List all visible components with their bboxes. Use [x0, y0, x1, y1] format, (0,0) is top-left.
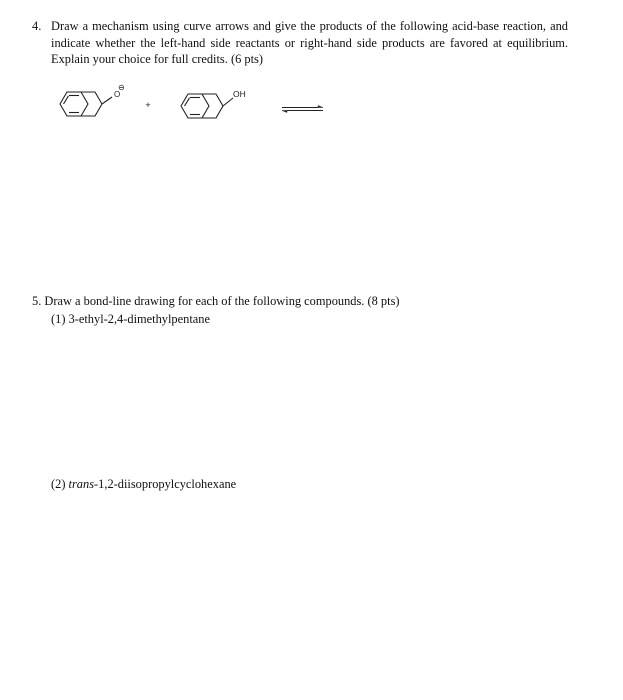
- question-5-number: 5.: [32, 294, 42, 308]
- part-2-prefix: (2): [51, 477, 69, 491]
- hydroxyl-group: OH: [233, 89, 246, 99]
- plus-sign: +: [145, 100, 151, 110]
- question-5-part-2: [51, 476, 236, 493]
- saturated-ring-2: [202, 94, 223, 118]
- question-5-part-1: (1) 3-ethyl-2,4-dimethylpentane: [51, 312, 210, 326]
- question-4-text: Draw a mechanism using curve arrows and give the products of the following acid-base reaction, and indicate whether the left-hand side reactants or right-hand side products are favored at equilibrium. Explain your choice for full credits. (6 pts): [51, 19, 568, 66]
- part-2-italic: trans: [68, 477, 95, 491]
- question-4: [32, 18, 568, 68]
- negative-charge-icon: ⊖: [118, 83, 125, 92]
- question-5-text: Draw a bond-line drawing for each of the following compounds. (8 pts): [44, 294, 400, 308]
- part-2-rest: -1,2-diisopropylcyclohexane: [94, 477, 237, 491]
- oxygen-atom: O: [114, 90, 121, 99]
- equilibrium-arrow-icon: [282, 106, 323, 113]
- reaction-scheme: [50, 80, 340, 128]
- reactant-1-structure: [60, 92, 112, 116]
- question-4-number: 4.: [32, 19, 42, 33]
- reactant-2-structure: [181, 94, 233, 118]
- saturated-ring: [81, 92, 102, 116]
- question-5: [32, 293, 400, 310]
